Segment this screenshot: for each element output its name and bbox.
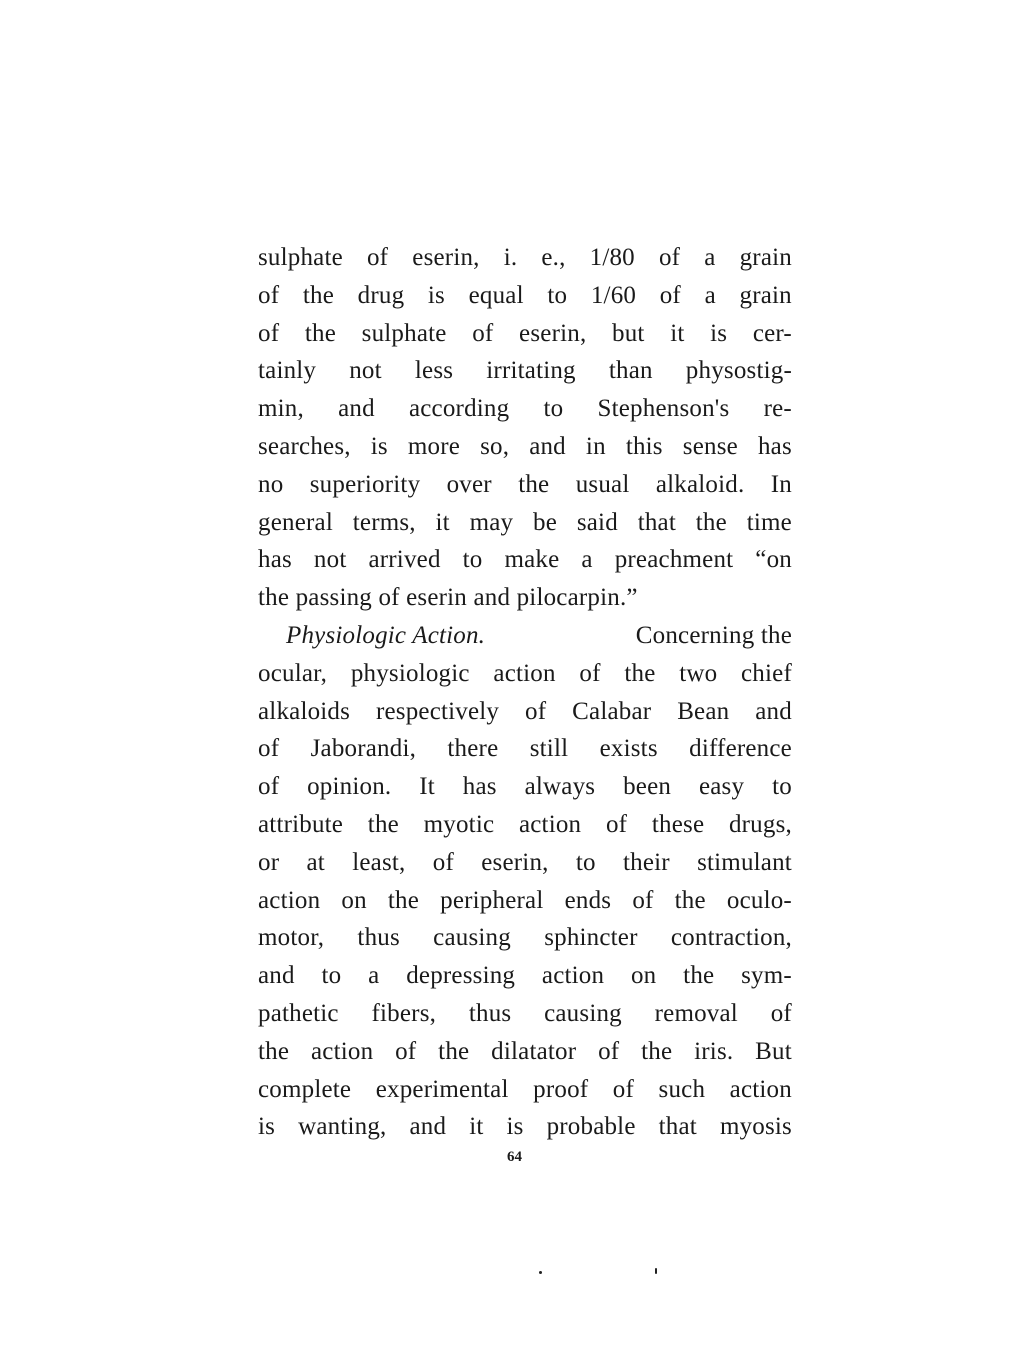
scan-speck <box>655 1268 657 1274</box>
scan-speck <box>539 1271 542 1274</box>
text-line-19: motor, thus causing sphincter contraction, <box>258 924 792 952</box>
text-line-12: ocular, physiologic action of the two chief <box>258 659 792 687</box>
text-line-7: no superiority over the usual alkaloid. In <box>258 470 792 498</box>
text-line-3: of the sulphate of eserin, but it is cer- <box>258 319 792 347</box>
text-line-8: general terms, it may be said that the time <box>258 508 792 536</box>
text-line-5: min, and according to Stephenson's re- <box>258 395 792 423</box>
text-line-14: of Jaborandi, there still exists difference <box>258 735 792 763</box>
text-line-20: and to a depressing action on the sym- <box>258 962 792 990</box>
text-line-13: alkaloids respectively of Calabar Bean and <box>258 697 792 725</box>
section-heading: Physiologic Action. <box>286 621 486 649</box>
text-line-24: is wanting, and it is probable that myosis <box>258 1113 792 1141</box>
text-line-6: searches, is more so, and in this sense has <box>258 432 792 460</box>
text-line-17: or at least, of eserin, to their stimulant <box>258 848 792 876</box>
section-heading-continuation: Concerning the <box>635 621 792 649</box>
text-line-18: action on the peripheral ends of the oculo- <box>258 886 792 914</box>
text-line-16: attribute the myotic action of these drugs, <box>258 810 792 838</box>
section-heading-line <box>258 617 792 655</box>
text-line-1: sulphate of eserin, i. e., 1/80 of a grain <box>258 244 792 271</box>
text-line-23: complete experimental proof of such action <box>258 1075 792 1103</box>
body-text <box>258 239 792 1146</box>
text-line-15: of opinion. It has always been easy to <box>258 773 792 801</box>
text-line-4: tainly not less irritating than physostig- <box>258 357 792 385</box>
text-line-22: the action of the dilatator of the iris. But <box>258 1037 792 1065</box>
text-line-9: has not arrived to make a preachment “on <box>258 546 792 574</box>
text-line-21: pathetic fibers, thus causing removal of <box>258 999 792 1027</box>
text-line-2: of the drug is equal to 1/60 of a grain <box>258 281 792 309</box>
text-line-10: the passing of eserin and pilocarpin.” <box>258 584 638 612</box>
page-number: 64 <box>507 1149 522 1165</box>
